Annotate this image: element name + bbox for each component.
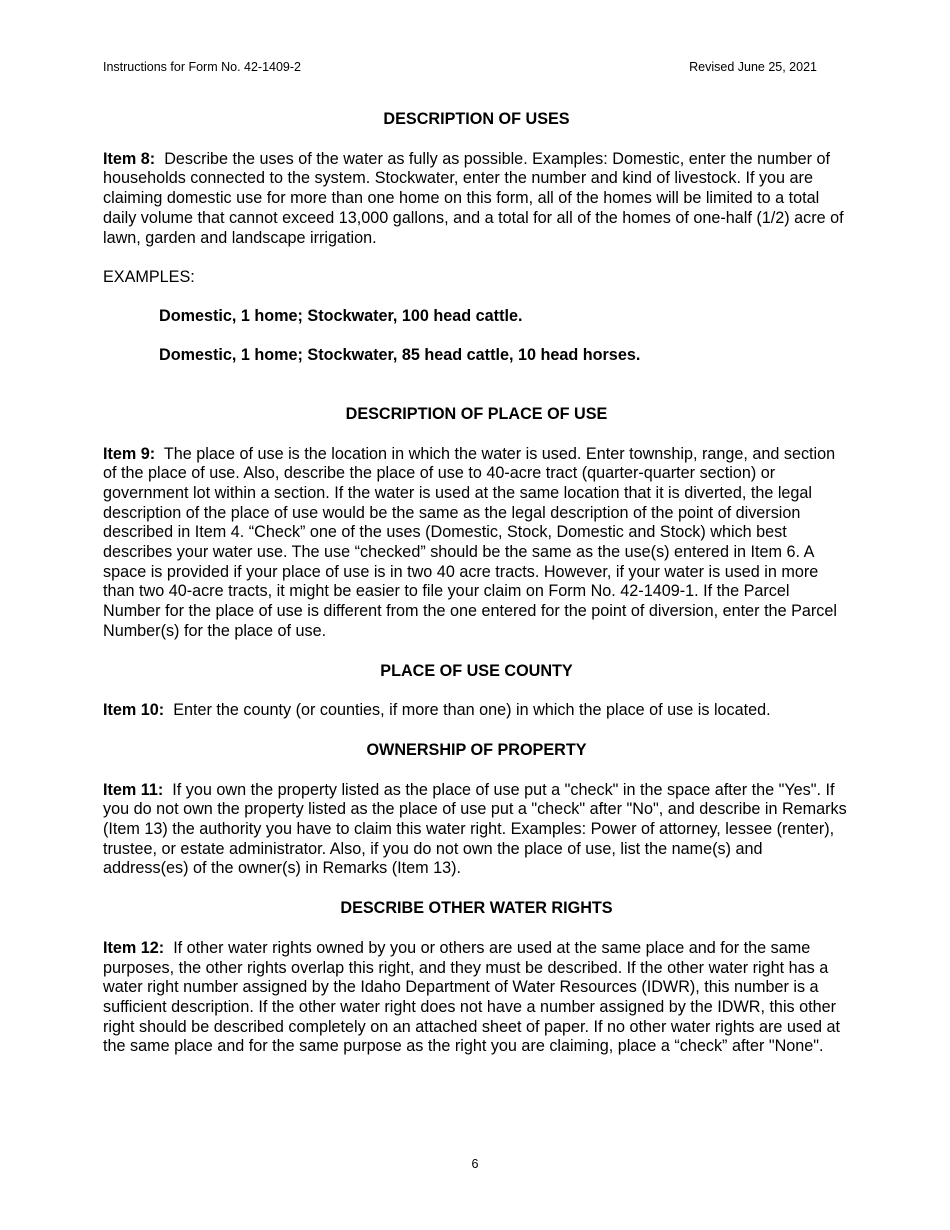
item-10-paragraph — [103, 701, 850, 721]
section-title-place-of-use: DESCRIPTION OF PLACE OF USE — [345, 404, 608, 423]
page-number: 6 — [471, 1157, 479, 1171]
item-11-label: Item 11: — [103, 780, 164, 799]
item-8-paragraph — [103, 150, 850, 249]
section-title-uses: DESCRIPTION OF USES — [383, 110, 570, 128]
item-11-text: If you own the property listed as the place of use put a "check" in the space after the "Yes". If you do not own the property listed as the place of use put a "check" after "No", and describe in Remarks (Item 13) the authority you have to claim this water right. Examples: Power of attorney, lessee (renter), trustee, or estate administrator. Also, if you do not own the place of use, list the name(s) and address(es) of the owner(s) in Remarks (Item 13). — [103, 780, 847, 878]
item-10-label: Item 10: — [103, 701, 165, 720]
item-9-text: The place of use is the location in which the water is used. Enter township, range, and section of the place of use. Also, describe the place of use to 40-acre tract (quarter-quarter section) or government lot within a section. If the water is used at the same location that it is diverted, the legal description of the place of use would be the same as the legal description of the point of diversion described in Item 4. “Check” one of the uses (Domestic, Stock, Domestic and Stock) which best describes your water use. The use “checked” should be the same as the use(s) entered in Item 6. A space is provided if your place of use is in two 40 acre tracts. However, if your water is used in more than two 40-acre tracts, it might be easier to file your claim on Form No. 42-1409-1. If the Parcel Number for the place of use is different from the one entered for the point of diversion, enter the Parcel Number(s) for the place of use. — [103, 444, 837, 640]
item-9-paragraph — [103, 445, 850, 642]
document-body — [103, 110, 850, 1057]
revision-date: Revised June 25, 2021 — [689, 60, 817, 74]
page-header — [103, 60, 817, 76]
item-12-text: If other water rights owned by you or others are used at the same place and for the same purposes, the other rights overlap this right, and they must be described. If the other water right has a water right number assigned by the Idaho Department of Water Resources (IDWR), this number is a sufficient description. If the other water right does not have a number assigned by the IDWR, this other right should be described completely on an attached sheet of paper. If no other water rights are used at the same place and for the same purpose as the right you are claiming, place a “check” after "None". — [103, 938, 840, 1056]
example-line-1: Domestic, 1 home; Stockwater, 100 head cattle. — [159, 306, 523, 325]
item-10-text: Enter the county (or counties, if more than one) in which the place of use is located. — [173, 701, 771, 720]
item-8-label: Item 8: — [103, 149, 156, 168]
form-title: Instructions for Form No. 42-1409-2 — [103, 60, 301, 74]
section-title-ownership: OWNERSHIP OF PROPERTY — [366, 740, 587, 759]
item-12-label: Item 12: — [103, 938, 165, 957]
example-line-2: Domestic, 1 home; Stockwater, 85 head cattle, 10 head horses. — [159, 346, 641, 365]
item-11-paragraph — [103, 781, 850, 880]
item-8-text: Describe the uses of the water as fully as possible. Examples: Domestic, enter the number of households connected to the system. Stockwater, enter the number and kind of livestock. If you are claiming domestic use for more than one home on this form, all of the homes will be limited to a total daily volume that cannot exceed 13,000 gallons, and a total for all of the homes of one-half (1/2) acre of lawn, garden and landscape irrigation. — [103, 149, 844, 247]
item-9-label: Item 9: — [103, 444, 156, 463]
section-title-county: PLACE OF USE COUNTY — [380, 661, 573, 680]
item-12-paragraph — [103, 939, 850, 1057]
section-title-other-rights: DESCRIBE OTHER WATER RIGHTS — [340, 899, 613, 918]
examples-label: EXAMPLES: — [103, 267, 195, 286]
